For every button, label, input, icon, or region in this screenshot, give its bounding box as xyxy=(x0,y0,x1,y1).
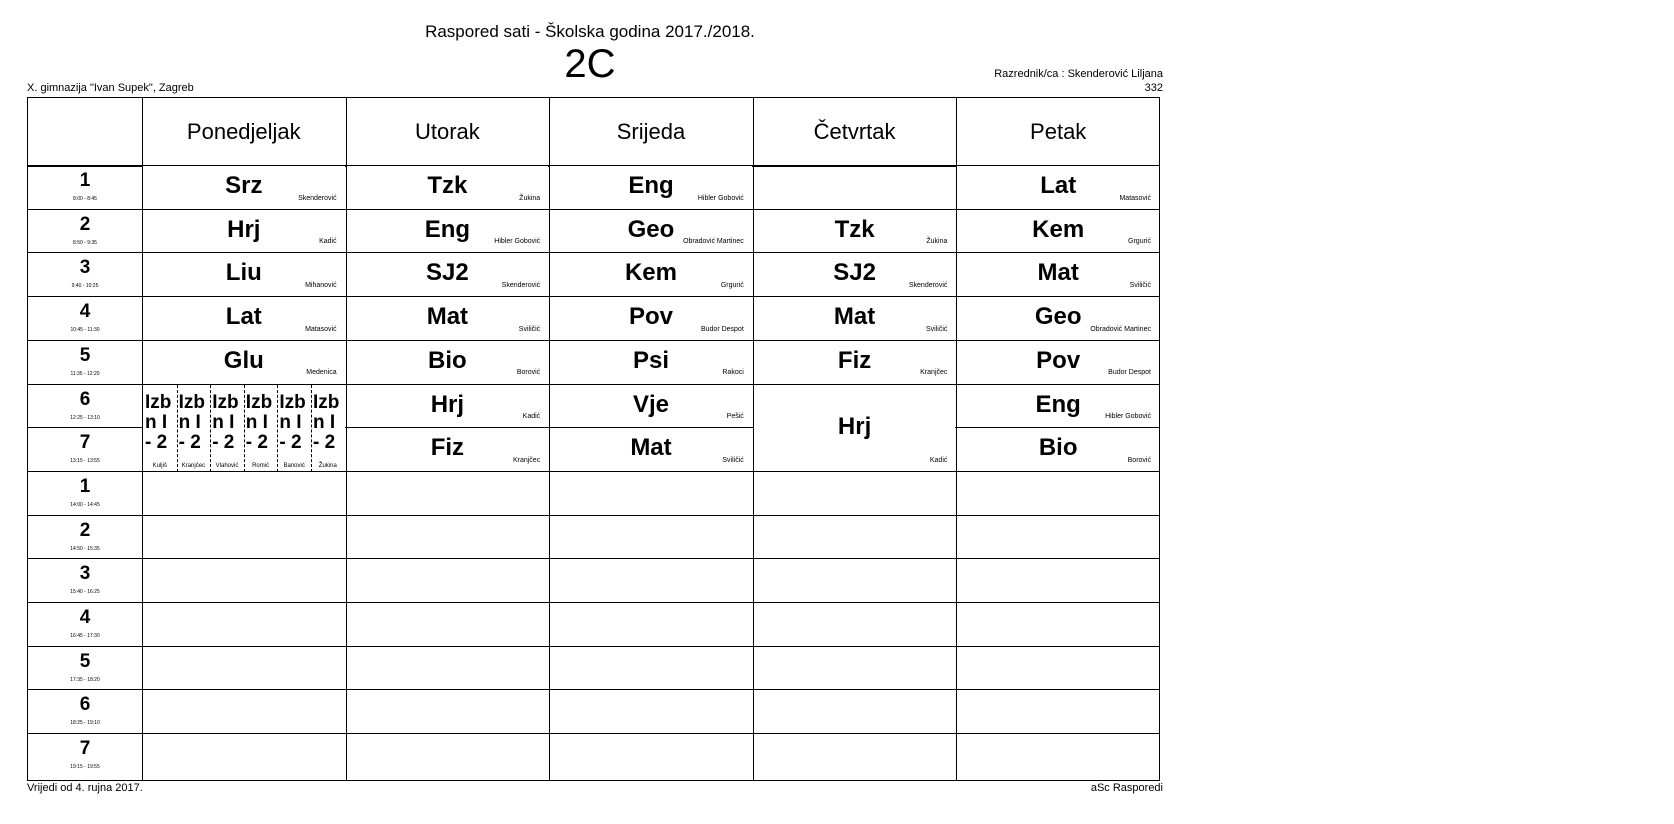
day-header: Srijeda xyxy=(616,118,686,144)
subject-code: Pov xyxy=(1036,346,1081,374)
subject-code: Hrj xyxy=(430,390,465,418)
valid-from: Vrijedi od 4. rujna 2017. xyxy=(27,782,143,794)
period-number: 2 xyxy=(79,519,91,541)
group-lesson xyxy=(277,385,311,472)
group-teacher: Banović xyxy=(283,462,305,469)
group-subject: Izbn I - 2 xyxy=(313,391,340,453)
period-number: 1 xyxy=(79,475,91,497)
period-label xyxy=(28,602,142,646)
lesson-cell xyxy=(550,341,752,383)
lesson-cell xyxy=(143,166,345,208)
period-label xyxy=(28,427,142,471)
period-time: 15:40 - 16:25 xyxy=(70,589,100,596)
subject-code: Eng xyxy=(424,215,471,243)
period-label xyxy=(28,646,142,690)
lesson-cell xyxy=(143,210,345,252)
lesson-cell xyxy=(143,297,345,339)
timetable-grid xyxy=(27,97,1160,781)
day-header: Četvrtak xyxy=(813,118,896,144)
lesson-cell xyxy=(347,210,549,252)
teacher-name: Hibler Gobović xyxy=(697,194,744,202)
teacher-name: Sviličić xyxy=(926,325,948,333)
teacher-name: Matasović xyxy=(1119,194,1151,202)
teacher-name: Grgurić xyxy=(1128,238,1151,246)
room-number: 332 xyxy=(1144,82,1163,94)
period-number: 4 xyxy=(79,607,91,628)
group-teacher: Kranjčec xyxy=(181,462,206,469)
subject-code: Srz xyxy=(225,172,263,199)
lesson-cell xyxy=(957,428,1159,470)
day-header: Ponedjeljak xyxy=(186,118,301,144)
group-divider xyxy=(210,385,211,472)
lesson-cell xyxy=(957,210,1159,252)
day-header: Petak xyxy=(1030,118,1087,144)
period-time: 10:45 - 11:30 xyxy=(70,327,100,334)
lesson-cell xyxy=(754,253,956,295)
period-label xyxy=(28,340,142,384)
lesson-cell xyxy=(957,341,1159,383)
group-subject: Izbn I - 2 xyxy=(279,391,306,453)
teacher-name: Skenderović xyxy=(908,282,948,290)
group-lesson xyxy=(143,385,177,472)
group-lesson xyxy=(311,385,345,472)
group-divider xyxy=(244,385,245,472)
period-number: 4 xyxy=(79,301,91,323)
teacher-name: Kadić xyxy=(319,238,337,246)
period-time: 19:15 - 19:55 xyxy=(70,764,100,771)
teacher-name: Budor Despot xyxy=(1108,369,1151,377)
group-lesson xyxy=(177,385,211,472)
teacher-name: Mihanović xyxy=(305,282,337,290)
lesson-cell xyxy=(754,297,956,339)
row-divider xyxy=(28,602,1159,603)
period-number: 1 xyxy=(79,170,91,191)
lesson-cell xyxy=(957,297,1159,339)
period-number: 3 xyxy=(79,563,91,585)
teacher-name: Pešić xyxy=(726,413,744,421)
subject-code: Fiz xyxy=(430,434,465,462)
teacher-name: Skenderović xyxy=(501,282,541,290)
period-time: 13:15 - 13:55 xyxy=(70,458,100,465)
lesson-cell xyxy=(347,385,549,427)
day-header: Utorak xyxy=(414,118,480,144)
subject-code: Liu xyxy=(225,259,262,287)
period-label xyxy=(28,165,142,209)
period-number: 7 xyxy=(79,432,91,454)
period-label xyxy=(28,252,142,296)
period-number: 2 xyxy=(79,213,91,235)
subject-code: Tzk xyxy=(427,172,468,199)
period-time: 18:25 - 19:10 xyxy=(70,720,100,727)
row-divider xyxy=(28,733,1159,734)
teacher-name: Medenica xyxy=(306,369,337,377)
timetable-title: Raspored sati - Školska godina 2017./2018. xyxy=(425,22,755,41)
teacher-name: Kadić xyxy=(929,456,948,464)
class-teacher: Razrednik/ca : Skenderović Liljana xyxy=(994,68,1163,80)
period-number: 5 xyxy=(79,344,91,366)
subject-code: Geo xyxy=(627,215,675,243)
period-time: 17:35 - 18:20 xyxy=(70,676,100,683)
lesson-cell xyxy=(143,341,345,383)
teacher-name: Sviličić xyxy=(722,456,744,464)
teacher-name: Žukina xyxy=(519,194,541,202)
teacher-name: Borović xyxy=(516,369,541,377)
period-time: 11:35 - 12:20 xyxy=(70,370,100,377)
subject-code: Lat xyxy=(1040,172,1077,199)
lesson-cell xyxy=(347,341,549,383)
lesson-cell xyxy=(957,166,1159,208)
period-label xyxy=(28,733,142,777)
subject-code: Mat xyxy=(833,303,876,331)
period-time: 14:50 - 15:35 xyxy=(70,545,100,552)
group-lesson xyxy=(210,385,244,472)
teacher-name: Kranjčec xyxy=(920,369,948,377)
teacher-name: Kranjčec xyxy=(512,456,541,464)
subject-code: Mat xyxy=(426,303,469,331)
teacher-name: Sviličić xyxy=(1129,282,1151,290)
group-divider xyxy=(311,385,312,472)
period-number: 6 xyxy=(79,694,91,716)
row-divider xyxy=(28,515,1159,516)
teacher-name: Hibler Gobović xyxy=(1105,413,1151,421)
group-divider xyxy=(277,385,278,472)
lesson-cell xyxy=(550,166,752,208)
teacher-name: Skenderović xyxy=(298,194,337,202)
subject-code: Pov xyxy=(628,303,673,331)
group-teacher: Kuljiš xyxy=(152,462,167,469)
group-subject: Izbn I - 2 xyxy=(145,391,172,453)
software-credit: aSc Rasporedi xyxy=(1090,782,1163,794)
teacher-name: Žukina xyxy=(926,238,948,246)
teacher-name: Hibler Gobović xyxy=(494,238,541,246)
teacher-name: Grgurić xyxy=(720,282,744,290)
school-name: X. gimnazija "Ivan Supek", Zagreb xyxy=(27,82,194,94)
subject-code: Hrj xyxy=(837,412,872,440)
period-number: 5 xyxy=(79,650,91,672)
class-teacher-block xyxy=(994,67,1163,95)
group-teacher: Žukina xyxy=(318,462,337,469)
lesson-cell xyxy=(754,341,956,383)
lesson-cell xyxy=(550,297,752,339)
period-time: 14:00 - 14:45 xyxy=(70,501,100,508)
period-time: 16:45 - 17:30 xyxy=(70,633,100,639)
teacher-name: Obradović Martinec xyxy=(1090,325,1151,333)
subject-code: Mat xyxy=(630,434,672,462)
lesson-cell xyxy=(957,385,1159,427)
split-lesson-cell xyxy=(143,385,345,470)
teacher-name: Kadić xyxy=(522,413,541,421)
subject-code: Bio xyxy=(1038,434,1078,462)
period-label xyxy=(28,515,142,559)
period-time: 12:25 - 13:10 xyxy=(70,414,100,421)
lesson-cell xyxy=(347,253,549,295)
subject-code: Lat xyxy=(225,303,262,331)
lesson-cell xyxy=(957,253,1159,295)
lesson-cell xyxy=(550,210,752,252)
subject-code: Geo xyxy=(1034,303,1082,331)
group-subject: Izbn I - 2 xyxy=(178,391,205,453)
class-name: 2C xyxy=(564,42,616,86)
lesson-cell xyxy=(143,253,345,295)
lesson-cell xyxy=(347,428,549,470)
teacher-name: Budor Despot xyxy=(700,325,744,333)
subject-code: Eng xyxy=(628,172,674,199)
group-lesson xyxy=(244,385,278,472)
lesson-cell xyxy=(347,166,549,208)
teacher-name: Matasović xyxy=(305,325,337,333)
lesson-cell xyxy=(550,253,752,295)
subject-code: SJ2 xyxy=(426,259,469,287)
group-divider xyxy=(177,385,178,472)
subject-code: SJ2 xyxy=(833,259,876,287)
period-label xyxy=(28,384,142,428)
group-subject: Izbn I - 2 xyxy=(212,391,239,453)
subject-code: Bio xyxy=(428,346,467,374)
subject-code: Kem xyxy=(1032,215,1085,243)
period-label xyxy=(28,296,142,340)
subject-code: Vje xyxy=(632,390,669,418)
group-subject: Izbn I - 2 xyxy=(245,391,273,453)
group-teacher: Vlahović xyxy=(215,462,239,469)
teacher-name: Rakoci xyxy=(722,369,744,377)
subject-code: Mat xyxy=(1037,259,1079,287)
period-label xyxy=(28,471,142,515)
lesson-cell xyxy=(347,297,549,339)
period-label xyxy=(28,558,142,602)
period-number: 3 xyxy=(79,257,91,279)
period-time: 8:00 - 8:45 xyxy=(73,196,97,202)
lesson-cell xyxy=(754,385,956,470)
period-number: 7 xyxy=(79,738,91,760)
lesson-cell xyxy=(550,385,752,427)
teacher-name: Borović xyxy=(1127,456,1151,464)
row-divider xyxy=(28,689,1159,690)
teacher-name: Sviličić xyxy=(518,325,541,333)
subject-code: Psi xyxy=(632,346,669,374)
period-label xyxy=(28,689,142,733)
period-label xyxy=(28,209,142,253)
subject-code: Fiz xyxy=(837,346,872,374)
group-teacher: Romić xyxy=(252,462,270,469)
teacher-name: Obradović Martinec xyxy=(683,238,744,246)
subject-code: Kem xyxy=(624,259,677,287)
subject-code: Tzk xyxy=(834,215,875,243)
subject-code: Glu xyxy=(223,346,264,374)
period-time: 8:50 - 9:35 xyxy=(73,239,97,246)
subject-code: Hrj xyxy=(227,215,261,243)
subject-code: Eng xyxy=(1035,390,1081,418)
period-time: 9:40 - 10:25 xyxy=(71,283,99,290)
row-divider xyxy=(28,558,1159,559)
row-divider xyxy=(28,646,1159,647)
period-number: 6 xyxy=(79,388,91,410)
lesson-cell xyxy=(754,210,956,252)
lesson-cell xyxy=(550,428,752,470)
